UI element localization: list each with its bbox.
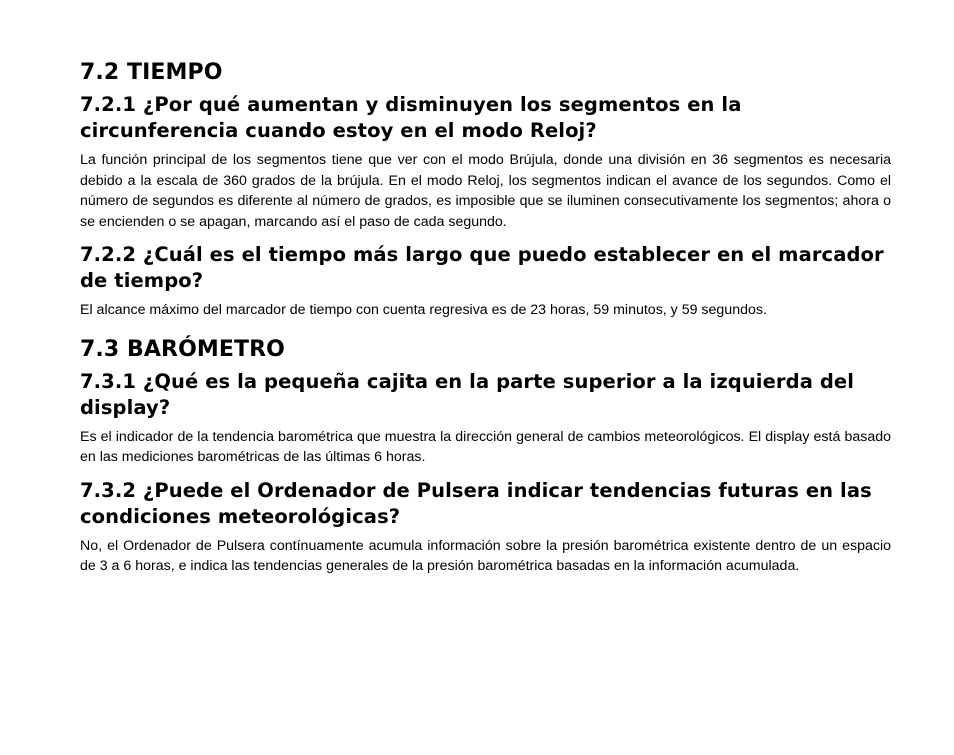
subsection-heading-7-2-2: 7.2.2 ¿Cuál es el tiempo más largo que puedo establecer en el marcador de tiempo? [80, 243, 884, 292]
section-heading-barometro: 7.3 BARÓMETRO [80, 336, 285, 362]
section-heading-tiempo: 7.2 TIEMPO [80, 60, 223, 85]
subsection-heading-7-3-1: 7.3.1 ¿Qué es la pequeña cajita en la parte superior a la izquierda del display? [80, 369, 855, 419]
spacer [80, 232, 891, 238]
paragraph-7-3-1: Es el indicador de la tendencia barométrica que muestra la dirección general de cambios meteorológicos. El display está basado en las mediciones barométricas de las últimas 6 horas. [80, 428, 891, 465]
document-page [80, 58, 891, 577]
subsection-heading-7-2-1: 7.2.1 ¿Por qué aumentan y disminuyen los segmentos en la circunferencia cuando estoy en el modo Reloj? [80, 93, 742, 142]
paragraph-7-2-1: La función principal de los segmentos tiene que ver con el modo Brújula, donde una división en 36 segmentos es necesaria debido a la escala de 360 grados de la brújula. En el modo Reloj, los segmentos indican el avance de los segundos. Como el número de segundos es diferente al número de grados, es imposible que se iluminen consecutivamente los segmentos; ahora o se encienden o se apagan, marcando así el paso de cada segundo. [80, 152, 891, 230]
paragraph-7-2-2: El alcance máximo del marcador de tiempo con cuenta regresiva es de 23 horas, 59 minutos, y 59 segundos. [80, 302, 767, 318]
spacer [80, 321, 891, 335]
spacer [80, 468, 891, 474]
subsection-heading-7-3-2: 7.3.2 ¿Puede el Ordenador de Pulsera indicar tendencias futuras en las condiciones meteorológicas? [80, 478, 872, 528]
paragraph-7-3-2: No, el Ordenador de Pulsera contínuamente acumula información sobre la presión barométrica existente dentro de un espacio de 3 a 6 horas, e indica las tendencias generales de la presión barométrica basadas en la información acumulada. [80, 537, 891, 574]
